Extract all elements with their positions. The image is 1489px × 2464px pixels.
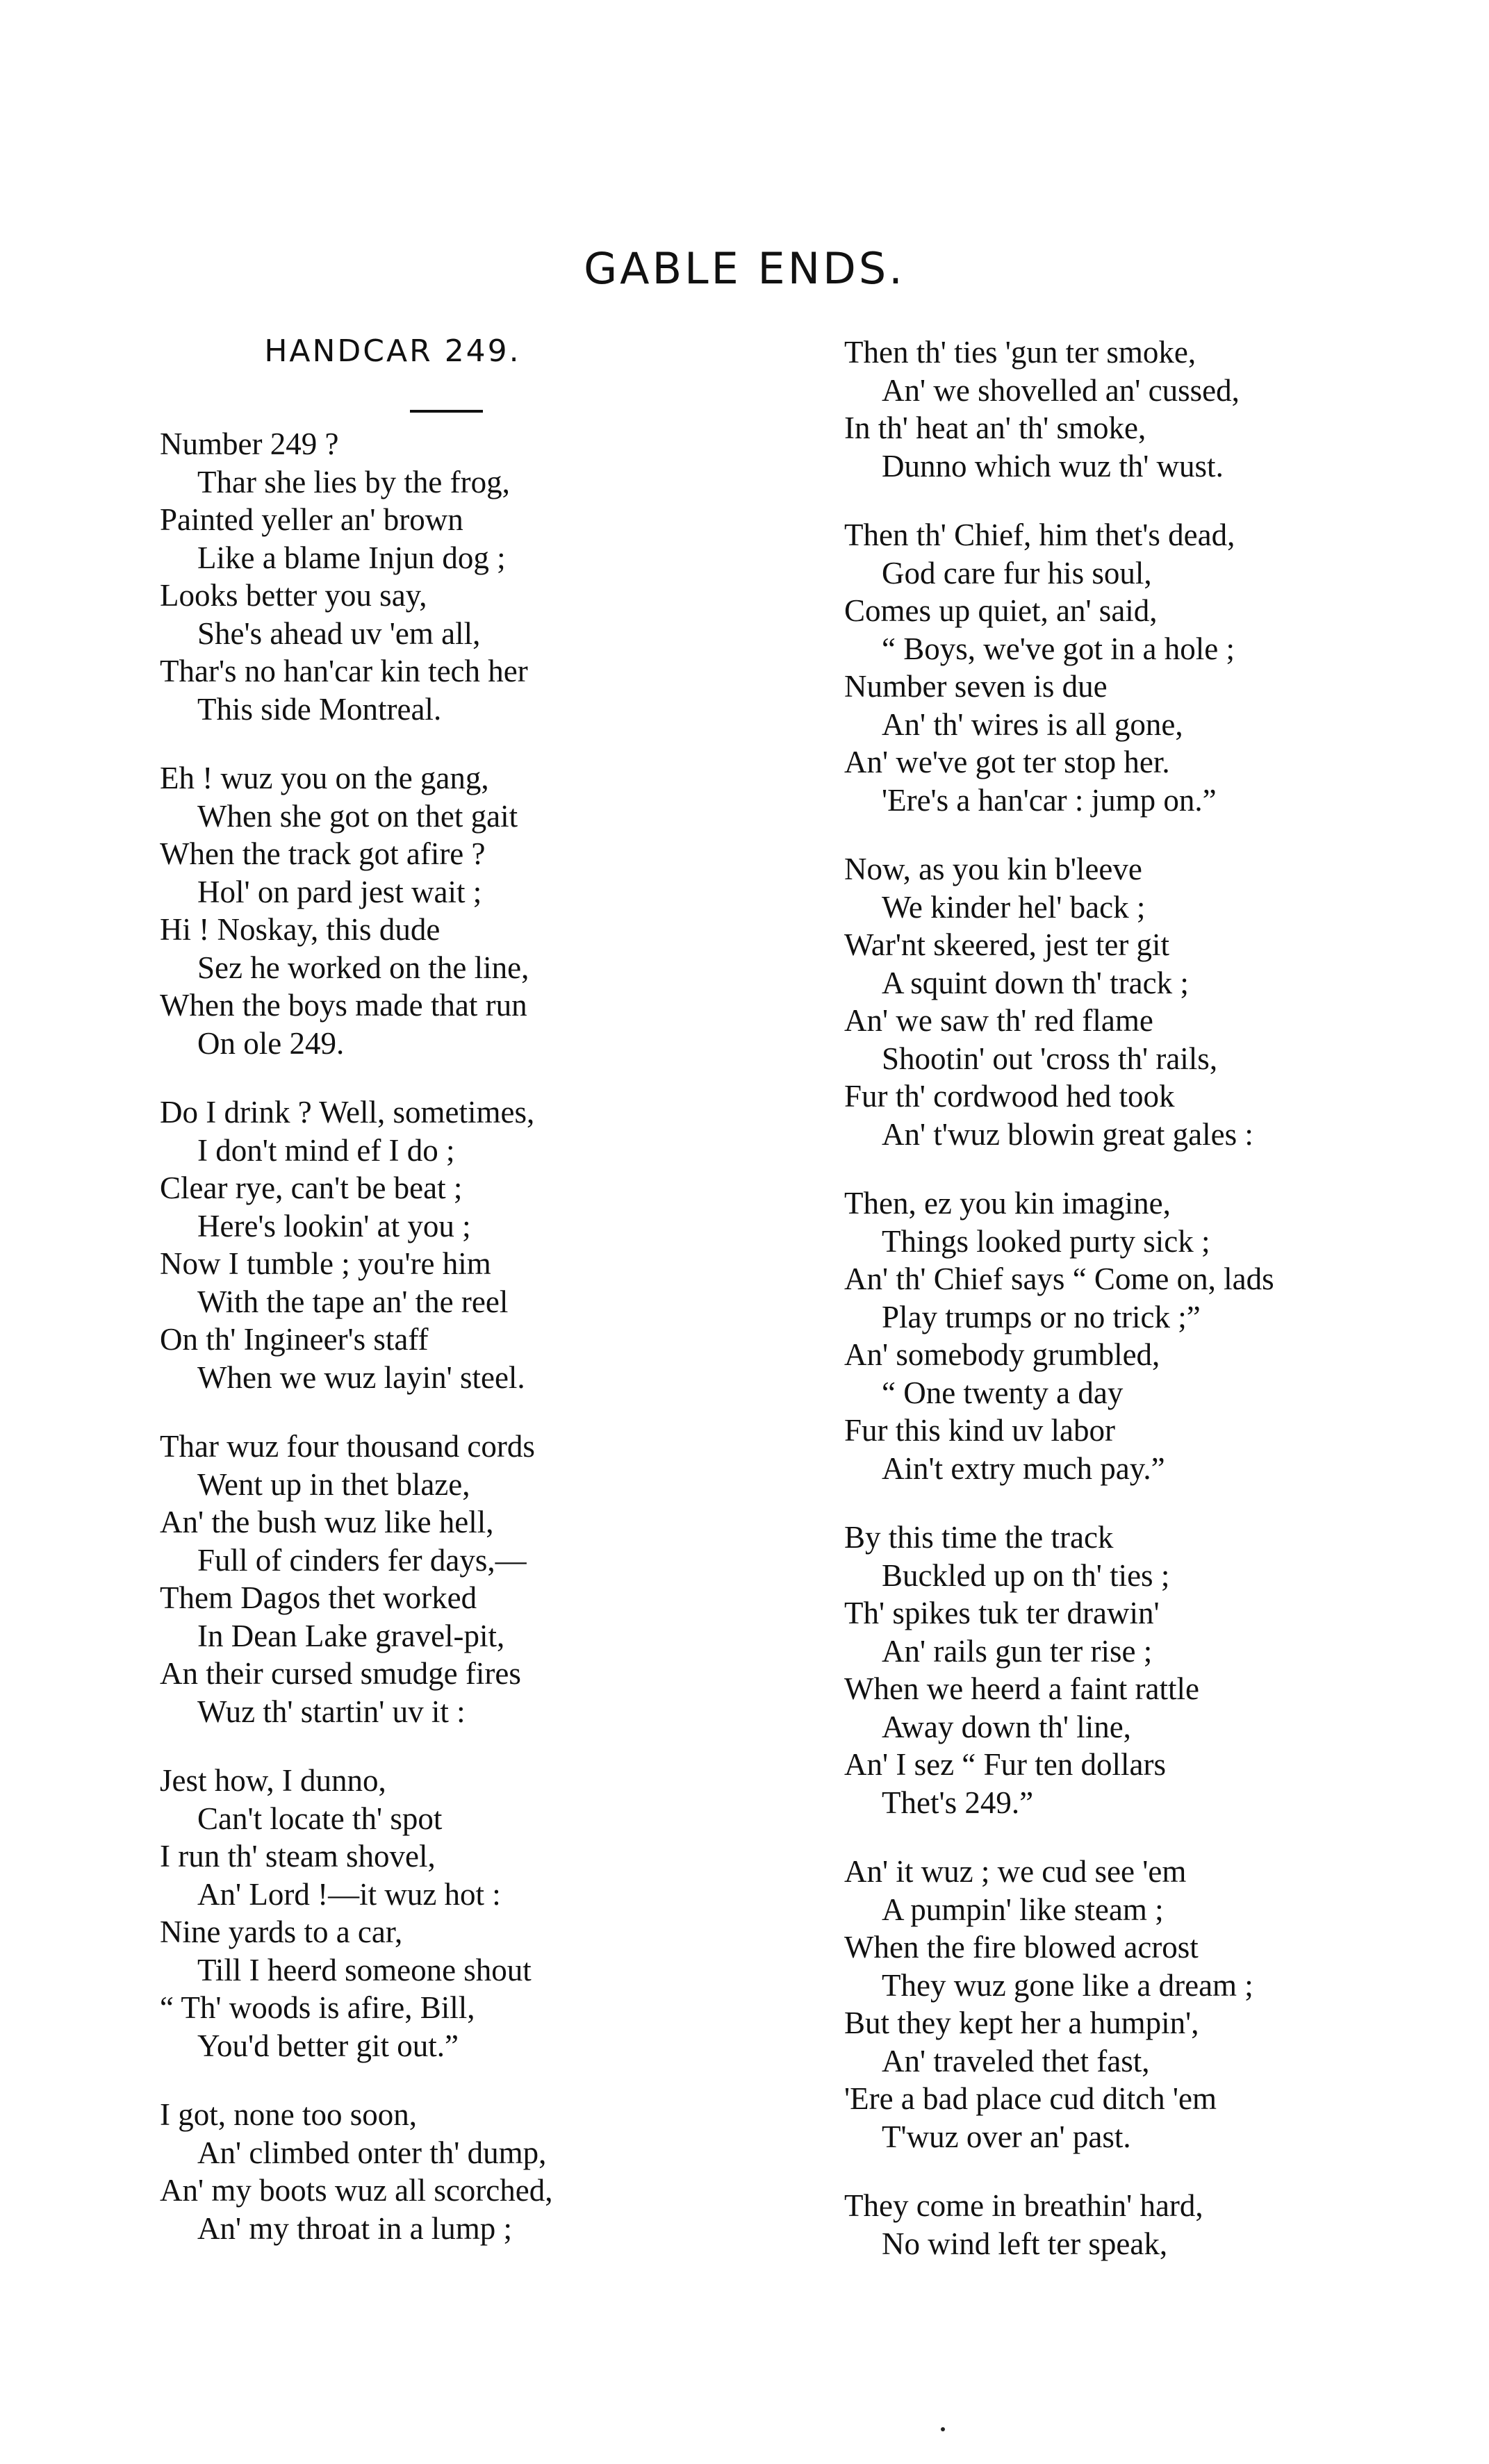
- footer-dot: [941, 2427, 945, 2431]
- verse-line: I got, none too soon,: [160, 2097, 417, 2132]
- verse-line: Then th' ties 'gun ter smoke,: [844, 335, 1196, 370]
- verse-line: She's ahead uv 'em all,: [197, 615, 481, 651]
- verse-line: Painted yeller an' brown: [160, 502, 463, 537]
- verse-line: An' my throat in a lump ;: [197, 2210, 513, 2246]
- verse-line: An their cursed smudge fires: [160, 1656, 521, 1691]
- verse-line: An' th' Chief says “ Come on, lads: [844, 1262, 1274, 1296]
- verse-line: An' rails gun ter rise ;: [882, 1633, 1153, 1669]
- verse-line: Do I drink ? Well, sometimes,: [160, 1095, 535, 1130]
- verse-line: 'Ere's a han'car : jump on.”: [882, 782, 1217, 818]
- verse-line: An' my boots wuz all scorched,: [160, 2173, 553, 2208]
- stanza: [844, 2187, 1470, 2263]
- verse-line: Like a blame Injun dog ;: [197, 540, 506, 575]
- verse-line: An' traveled thet fast,: [882, 2043, 1150, 2078]
- verse-line: When the boys made that run: [160, 988, 527, 1023]
- verse-line: Now, as you kin b'leeve: [844, 852, 1142, 886]
- verse-line: Then th' Chief, him thet's dead,: [844, 518, 1235, 552]
- verse-line: They wuz gone like a dream ;: [882, 1967, 1253, 2003]
- verse-line: Number 249 ?: [160, 427, 339, 461]
- verse-line: Thet's 249.”: [882, 1785, 1034, 1820]
- verse-line: Them Dagos thet worked: [160, 1580, 477, 1615]
- verse-line: An' th' wires is all gone,: [882, 706, 1183, 742]
- verse-line: “ One twenty a day: [882, 1375, 1124, 1410]
- verse-line: “ Th' woods is afire, Bill,: [160, 1990, 475, 2025]
- verse-line: Dunno which wuz th' wust.: [882, 448, 1224, 483]
- verse-line: Then, ez you kin imagine,: [844, 1186, 1171, 1221]
- verse-line: Ain't extry much pay.”: [882, 1450, 1165, 1486]
- left-column: [160, 425, 757, 2279]
- verse-line: Buckled up on th' ties ;: [882, 1557, 1170, 1593]
- verse-line: 'Ere a bad place cud ditch 'em: [844, 2081, 1217, 2116]
- verse-line: Went up in thet blaze,: [197, 1466, 470, 1502]
- verse-line: But they kept her a humpin',: [844, 2006, 1199, 2040]
- verse-line: When we wuz layin' steel.: [197, 1359, 525, 1395]
- verse-line: Here's lookin' at you ;: [197, 1208, 471, 1243]
- verse-line: Now I tumble ; you're him: [160, 1246, 491, 1281]
- verse-line: An' we've got ter stop her.: [844, 745, 1170, 779]
- verse-line: With the tape an' the reel: [197, 1284, 509, 1319]
- verse-line: “ Boys, we've got in a hole ;: [882, 631, 1235, 666]
- verse-line: Till I heerd someone shout: [197, 1952, 532, 1987]
- verse-line: An' climbed onter th' dump,: [197, 2135, 547, 2170]
- stanza: [844, 516, 1470, 819]
- verse-line: A pumpin' like steam ;: [882, 1892, 1164, 1927]
- verse-line: They come in breathin' hard,: [844, 2188, 1203, 2223]
- verse-line: Eh ! wuz you on the gang,: [160, 761, 489, 795]
- verse-line: Sez he worked on the line,: [197, 950, 529, 985]
- stanza: [160, 1428, 757, 1730]
- verse-line: Fur th' cordwood hed took: [844, 1079, 1175, 1114]
- verse-line: Fur this kind uv labor: [844, 1413, 1115, 1448]
- stanza: [844, 1853, 1470, 2156]
- stanza: [160, 759, 757, 1062]
- verse-line: An' somebody grumbled,: [844, 1337, 1160, 1372]
- verse-line: An' Lord !—it wuz hot :: [197, 1876, 501, 1912]
- verse-line: T'wuz over an' past.: [882, 2119, 1131, 2154]
- verse-line: Play trumps or no trick ;”: [882, 1299, 1201, 1334]
- verse-line: Nine yards to a car,: [160, 1915, 403, 1949]
- verse-line: Hi ! Noskay, this dude: [160, 912, 441, 947]
- verse-line: When the track got afire ?: [160, 836, 486, 871]
- verse-line: An' it wuz ; we cud see 'em: [844, 1854, 1187, 1889]
- verse-line: Th' spikes tuk ter drawin': [844, 1596, 1160, 1630]
- poem-title: HANDCAR 249.: [264, 333, 521, 369]
- verse-line: Thar's no han'car kin tech her: [160, 654, 528, 688]
- stanza: [844, 1519, 1470, 1821]
- verse-line: We kinder hel' back ;: [882, 889, 1146, 925]
- stanza: [160, 425, 757, 728]
- verse-line: Away down th' line,: [882, 1709, 1131, 1744]
- verse-line: When we heerd a faint rattle: [844, 1671, 1199, 1706]
- verse-line: Hol' on pard jest wait ;: [197, 874, 482, 909]
- verse-line: An' t'wuz blowin great gales :: [882, 1116, 1253, 1152]
- verse-line: Wuz th' startin' uv it :: [197, 1694, 466, 1729]
- verse-line: An' we shovelled an' cussed,: [882, 372, 1240, 408]
- verse-line: When the fire blowed acrost: [844, 1930, 1199, 1965]
- verse-line: On th' Ingineer's staff: [160, 1322, 429, 1357]
- running-header: GABLE ENDS.: [584, 243, 905, 294]
- verse-line: Can't locate th' spot: [197, 1801, 443, 1836]
- verse-line: No wind left ter speak,: [882, 2226, 1168, 2261]
- stanza: [160, 2096, 757, 2247]
- verse-line: An' we saw th' red flame: [844, 1003, 1153, 1038]
- verse-line: A squint down th' track ;: [882, 965, 1189, 1000]
- verse-line: Number seven is due: [844, 669, 1108, 704]
- verse-line: I run th' steam shovel,: [160, 1839, 436, 1874]
- stanza: [844, 850, 1470, 1153]
- verse-line: An' I sez “ Fur ten dollars: [844, 1747, 1166, 1782]
- verse-line: War'nt skeered, jest ter git: [844, 927, 1170, 962]
- stanza: [160, 1762, 757, 2065]
- verse-line: Jest how, I dunno,: [160, 1763, 386, 1798]
- verse-line: Thar wuz four thousand cords: [160, 1429, 535, 1464]
- verse-line: Shootin' out 'cross th' rails,: [882, 1041, 1218, 1076]
- stanza: [844, 333, 1470, 485]
- verse-line: You'd better git out.”: [197, 2028, 459, 2063]
- verse-line: Clear rye, can't be beat ;: [160, 1171, 463, 1205]
- stanza: [160, 1093, 757, 1396]
- verse-line: By this time the track: [844, 1520, 1114, 1555]
- verse-line: In Dean Lake gravel-pit,: [197, 1618, 505, 1653]
- verse-line: An' the bush wuz like hell,: [160, 1505, 494, 1539]
- stanza: [844, 1184, 1470, 1487]
- verse-line: When she got on thet gait: [197, 798, 518, 834]
- title-rule: [410, 410, 483, 413]
- verse-line: On ole 249.: [197, 1025, 345, 1061]
- verse-line: In th' heat an' th' smoke,: [844, 411, 1146, 445]
- verse-line: Looks better you say,: [160, 578, 427, 613]
- verse-line: Thar she lies by the frog,: [197, 464, 510, 499]
- right-column: [844, 333, 1470, 2294]
- verse-line: I don't mind ef I do ;: [197, 1132, 455, 1168]
- verse-line: Things looked purty sick ;: [882, 1223, 1210, 1259]
- verse-line: Comes up quiet, an' said,: [844, 593, 1158, 628]
- verse-line: Full of cinders fer days,—: [197, 1542, 527, 1578]
- verse-line: God care fur his soul,: [882, 555, 1152, 590]
- verse-line: This side Montreal.: [197, 691, 442, 727]
